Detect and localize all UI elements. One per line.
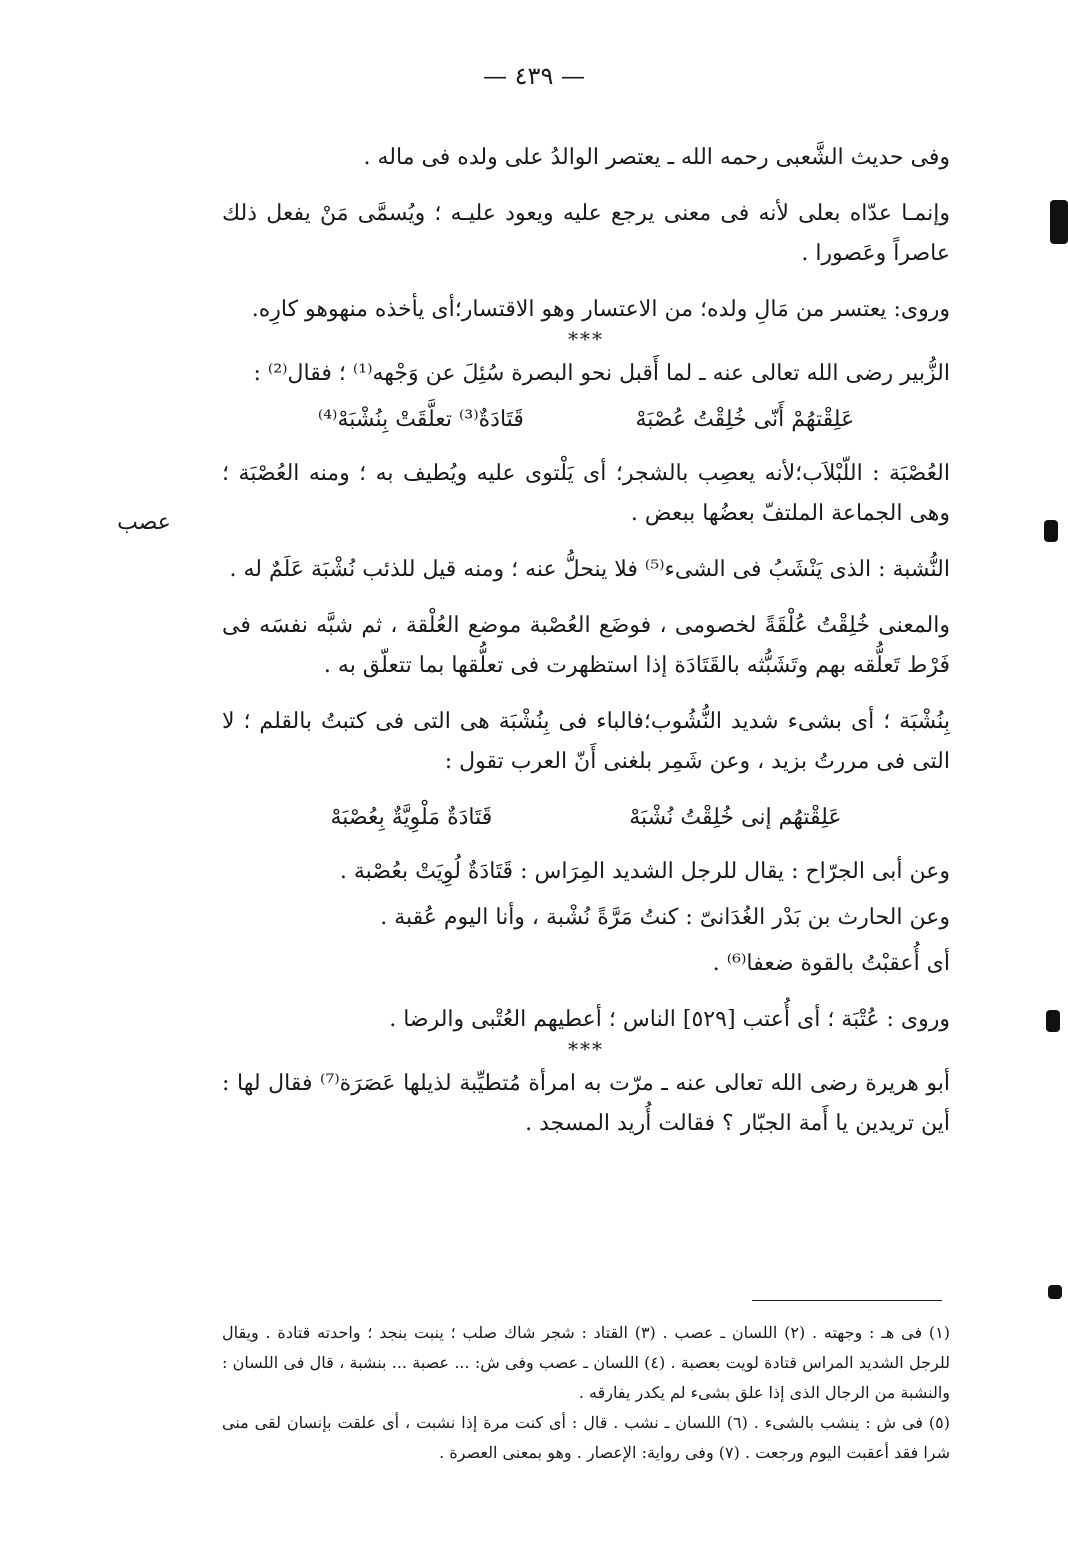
footnote-block: (٥) فى ش : ينشب بالشىء . (٦) اللسان ـ نشب . قال : أى كنت مرة إذا نشبت ، أى علقت بإنسان لقى منى شرا فقد أعقبت اليوم ورجعت . (٧) وفى رواية: الإعصار . وهو بمعنى العصرة . [222,1413,950,1462]
entry-intro: الزُّبير رضى الله تعالى عنه ـ لما أَقبل نحو البصرة سُئِلَ عن وَجْهه⁽¹⁾ ؛ فقال⁽²⁾ : [253,361,950,386]
paragraph: وروى: يعتسر من مَالِ ولده؛ من الاعتسار وهو الاقتسار؛أى يأخذه منهوهو كارِه. [251,297,950,322]
paragraph: العُصْبَة : اللّبْلاَب؛لأنه يعصِب بالشجر؛ أى يَلْتوى عليه ويُطيف به ؛ ومنه العُصْبَة ؛ وهى الجماعة الملتفّ بعضُها ببعض . [222,461,950,526]
verse-hemistich: قَتَادَةٌ مَلْوِيَّةٌ بِعُصْبَهْ [330,805,493,830]
paragraph: وعن الحارث بن بَدْر الغُدَانىّ : كنتُ مَرَّةً نُشْبة ، وأنا اليوم عُقبة . [380,905,950,930]
footnotes [222,1318,950,1468]
footnote-block: (١) فى هـ : وجهته . (٢) اللسان ـ عصب . (٣) القتاد : شجر شاك صلب ؛ ينبت بنجد ؛ واحدته قتادة . ويقال للرجل الشديد المراس قتادة لويت بعصبة . (٤) اللسان ـ عصب وفى ش: ... عصبة ... بنشبة ، قال فى اللسان : والنشبة من الرجال الذى إذا علق بشىء لم يكدر يفارقه . [222,1323,951,1402]
paragraph: وعن أبى الجرّاح : يقال للرجل الشديد المِرَاس : قَتَادَةٌ لُوِيَتْ بعُصْبة . [339,859,950,884]
scan-mark [1046,1010,1060,1032]
verse-line [262,798,910,838]
entry-intro: أبو هريرة رضى الله تعالى عنه ـ مرّت به امرأة مُتطيِّبة لذيلها عَصَرَة⁽⁷⁾ فقال لها : أين تريدين يا أَمة الجبّار ؟ فقالت أُريد المسجد . [222,1071,950,1136]
verse-hemistich: عَلِقْتهُمْ أَنّى خُلِقْتُ عُصْبَهْ [635,407,855,432]
paragraph: النُّشبة : الذى يَنْشَبُ فى الشىء⁽⁵⁾ فلا ينحلُّ عنه ؛ ومنه قيل للذئب نُشْبَة عَلَمٌ له . [229,557,950,582]
scan-mark [1044,520,1058,542]
paragraph: أى أُعقبْتُ بالقوة ضعفا⁽⁶⁾ . [712,951,950,976]
verse-line [262,400,910,440]
section-separator: *** [568,1037,604,1061]
paragraph: والمعنى خُلِقْتُ عُلْقَةً لخصومى ، فوضَع العُصْبة موضع العُلْقة ، ثم شبَّه نفسَه فى فَرْط تَعلُّقه بهم وتَشَبُّثه بالقَتَادَة إذا استظهرت فى تعلُّقها بما تتعلّق به . [222,613,950,678]
scan-mark [1050,200,1068,244]
paragraph: وإنمـا عدّاه بعلى لأنه فى معنى يرجع عليه ويعود عليـه ؛ ويُسمَّى مَنْ يفعل ذلك عاصراً وعَصورا . [222,201,950,266]
footnote-divider [752,1300,942,1301]
section-separator: *** [568,327,604,351]
paragraph: وروى : عُتْبَة ؛ أى أُعتب [٥٢٩] الناس ؛ أعطيهم العُتْبى والرضا . [389,1007,950,1032]
scan-mark [1048,1285,1062,1299]
paragraph: وفى حديث الشَّعبى رحمه الله ـ يعتصر الوالدُ على ولده فى ماله . [363,145,950,170]
page-number: — ٤٣٩ — [483,62,585,90]
margin-note: عصب [117,510,171,535]
main-text [222,138,950,1160]
paragraph: بِنُشْبَة ؛ أى بشىء شديد النُّشُوب؛فالباء فى بِنُشْبَة هى التى فى كتبتُ بالقلم ؛ لا التى فى مررتُ بزيد ، وعن شَمِر بلغنى أَنّ العرب تقول : [222,709,950,774]
verse-hemistich: قَتَادَةٌ⁽³⁾ تعلَّقَتْ بِنُشْبَهْ⁽⁴⁾ [317,407,524,432]
verse-hemistich: عَلِقْتهُم إنى خُلِقْتُ نُشْبَهْ [629,805,842,830]
